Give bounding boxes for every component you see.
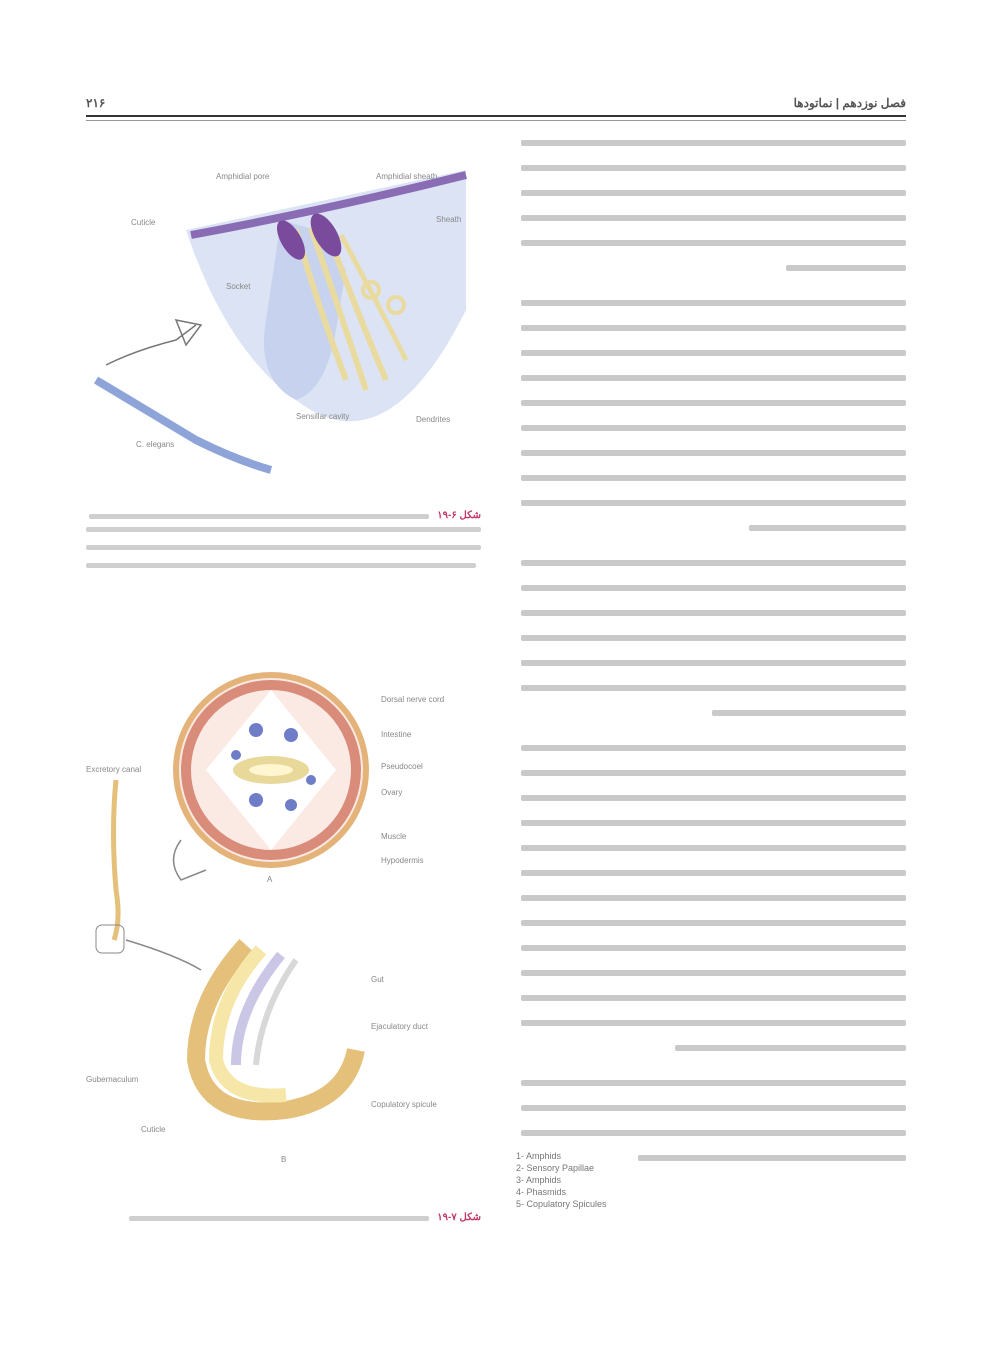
text-line	[521, 585, 906, 591]
text-line	[712, 710, 906, 716]
footnote-3: 3- Amphids	[516, 1175, 562, 1185]
text-line	[521, 560, 906, 566]
text-line	[521, 215, 906, 221]
text-line	[521, 350, 906, 356]
text-line	[521, 165, 906, 171]
text-line	[521, 1105, 906, 1111]
label-c-elegans: C. elegans	[136, 440, 175, 449]
text-line	[521, 820, 906, 826]
text-line	[749, 525, 906, 531]
label-excretory-canal: Excretory canal	[86, 765, 142, 774]
footnote-1: 1- Amphids	[516, 1151, 562, 1161]
text-line	[521, 945, 906, 951]
label-cuticle-b: Cuticle	[141, 1125, 166, 1134]
body-text	[516, 140, 906, 1190]
footnote-4: 4- Phasmids	[516, 1187, 567, 1197]
text-line	[521, 1080, 906, 1086]
label-intestine: Intestine	[381, 730, 412, 739]
text-line	[521, 895, 906, 901]
amphid-diagram	[86, 150, 486, 490]
footnote-2: 2- Sensory Papillae	[516, 1163, 595, 1173]
text-line	[521, 425, 906, 431]
text-line	[521, 660, 906, 666]
paragraph-gap	[516, 290, 906, 300]
figure-cross-section	[86, 670, 486, 1170]
label-ovary: Ovary	[381, 788, 403, 797]
label-part-a: A	[267, 875, 273, 884]
label-sheath: Sheath	[436, 215, 462, 224]
label-socket: Socket	[226, 282, 251, 291]
page-number: ۲۱۶	[86, 96, 106, 110]
caption-figure-1	[86, 510, 481, 581]
text-line	[521, 240, 906, 246]
text-line	[521, 610, 906, 616]
paragraph-gap	[516, 735, 906, 745]
label-gut: Gut	[371, 975, 384, 984]
label-cuticle: Cuticle	[131, 218, 156, 227]
text-line	[521, 870, 906, 876]
text-line	[521, 995, 906, 1001]
header-rule-thin	[86, 120, 906, 121]
text-line	[675, 1045, 906, 1051]
label-ejaculatory: Ejaculatory duct	[371, 1022, 428, 1031]
text-line	[521, 325, 906, 331]
text-line	[521, 375, 906, 381]
label-pseudocoel: Pseudocoel	[381, 762, 423, 771]
label-copulatory: Copulatory spicule	[371, 1100, 437, 1109]
label-gubernaculum: Gubernaculum	[86, 1075, 139, 1084]
text-line	[521, 685, 906, 691]
label-dendrites: Dendrites	[416, 415, 451, 424]
text-line	[521, 500, 906, 506]
text-line	[521, 1130, 906, 1136]
text-line	[786, 265, 906, 271]
label-sensillar-cavity: Sensillar cavity	[296, 412, 350, 421]
text-line	[521, 450, 906, 456]
page-header	[86, 92, 906, 114]
text-line	[521, 635, 906, 641]
label-amphid-pore: Amphidial pore	[216, 172, 270, 181]
text-line	[521, 300, 906, 306]
text-line	[521, 745, 906, 751]
running-title: فصل نوزدهم | نماتودها	[793, 96, 906, 110]
text-line	[521, 475, 906, 481]
text-line	[521, 920, 906, 926]
caption-2-tag: شکل ۷-۱۹	[437, 1212, 481, 1223]
text-line	[521, 970, 906, 976]
text-line	[521, 770, 906, 776]
label-amphid-sheath: Amphidial sheath	[376, 172, 438, 181]
text-line	[521, 795, 906, 801]
text-line	[521, 190, 906, 196]
text-line	[521, 400, 906, 406]
label-muscle: Muscle	[381, 832, 407, 841]
figure-amphid	[86, 150, 486, 490]
footnotes	[516, 1150, 816, 1210]
paragraph-gap	[516, 1070, 906, 1080]
caption-1-tag: شکل ۶-۱۹	[437, 510, 481, 521]
caption-figure-2	[86, 1212, 481, 1223]
paragraph-gap	[516, 550, 906, 560]
label-dorsal-nerve: Dorsal nerve cord	[381, 695, 445, 704]
header-rule	[86, 115, 906, 117]
label-part-b: B	[281, 1155, 287, 1164]
text-line	[521, 845, 906, 851]
cross-section-diagram	[86, 670, 486, 1170]
text-line	[521, 1020, 906, 1026]
label-hypodermis: Hypodermis	[381, 856, 424, 865]
footnote-5: 5- Copulatory Spicules	[516, 1199, 607, 1209]
text-line	[521, 140, 906, 146]
